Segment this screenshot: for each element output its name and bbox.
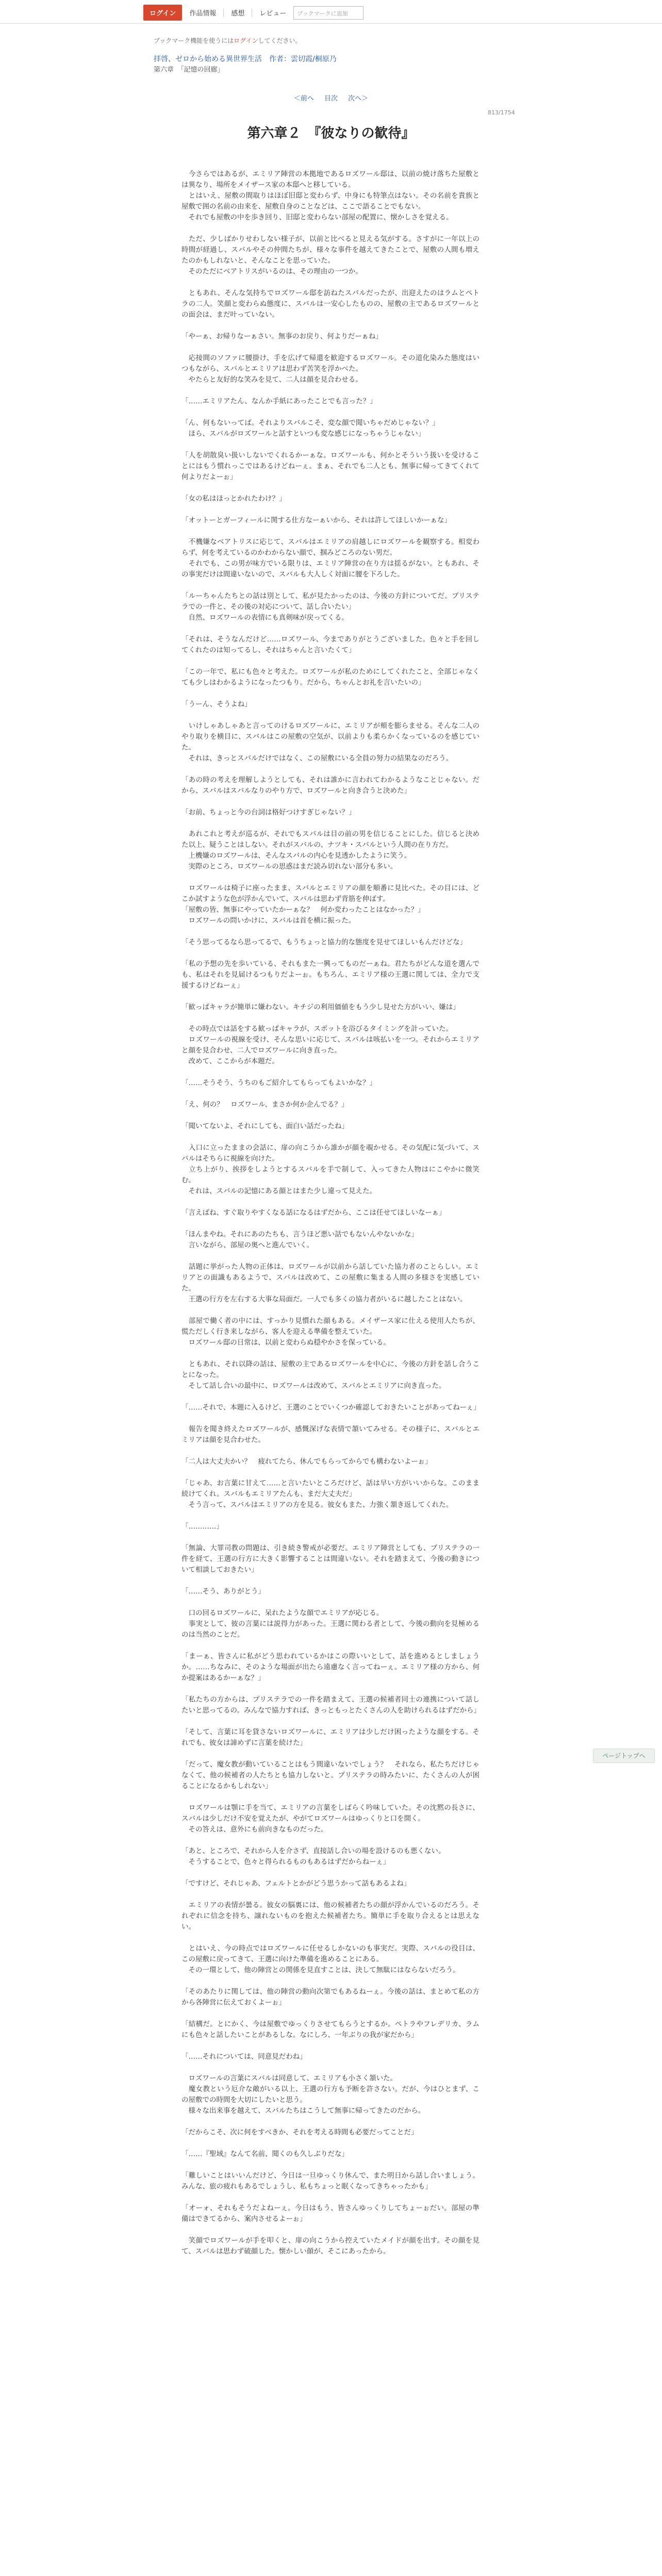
novel-paragraph: あれこれと考えが巡るが、それでもスバルは目の前の男を信じることにした。信じると決めた以上、疑うことはしない。それがスバルの、ナツキ・スバルという人間の在り方だ。 上機嫌のロズワールは、そんなスバルの内心を見透かしたように笑う。 実際のところ、ロズワールの思惑はまだ読み切れない部分も多い。 — [181, 830, 479, 871]
novel-paragraph: 「だからこそ、次に何をすべきか、それを考える時間も必要だってことだ」 — [181, 2128, 418, 2137]
toc-link[interactable]: 目次 — [324, 95, 338, 103]
next-link[interactable]: 次へ＞ — [348, 95, 369, 103]
novel-paragraph: 「私の予想の先を歩いている、それもまた一興ってものだーぁね。君たちがどんな道を選んでも、私はそれを見届けるつもりだよーぉ。もちろん、エミリア様の王選に関しては、全力で支援するけどねーぇ」 — [181, 960, 479, 990]
novel-paragraph: 「言えばね、すぐ取りやすくなる話になるはずだから、ここは任せてほしいなーぁ」 — [181, 1209, 446, 1217]
nav-divider — [223, 9, 224, 17]
novel-paragraph: 「……『聖域』なんて名前、聞くのも久しぶりだな」 — [181, 2150, 349, 2158]
novel-paragraph: 「……エミリアたん、なんか手紙にあったことでも言った？」 — [181, 397, 377, 405]
novel-paragraph: 不機嫌なベアトリスに応じて、スバルはエミリアの肩越しにロズワールを観察する。相変わらず、何を考えているのかわからない顔で、掴みどころのない男だ。 それでも、この男が味方でいる限りは、エミリア陣営の在り方は揺るがない。ともあれ、その事実だけは間違いないので、スバルも大人しく対面に腰を下ろした。 — [181, 538, 479, 579]
novel-paragraph: その時点では話をする歓っぱキャラが、スポットを浴びるタイミングを計っていた。 ロズワールの視線を受け、そんな思いに応じて、スバルは咳払いを一つ。それからエミリアと顔を見合わせ、二人でロズワールに向き直った。 改めて、ここからが本題だ。 — [181, 1025, 479, 1065]
novel-paragraph: いけしゃあしゃあと言ってのけるロズワールに、エミリアが頬を膨らませる。そんな二人のやり取りを横目に、スバルはこの屋敷の空気が、以前よりも柔らかくなっているのを感じていた。 それは、きっとスバルだけではなく、この屋敷にいる全員の努力の結果なのだろう。 — [181, 722, 479, 762]
login-notice — [154, 36, 302, 45]
novel-paragraph: 「え、何の？ ロズワール、まさか何か企んでる？」 — [181, 1100, 349, 1109]
nav-link-review[interactable]: レビュー — [259, 10, 287, 18]
novel-paragraph: 「無論、大罪司教の問題は、引き続き警戒が必要だ。エミリア陣営としても、プリステラの一件を経て、王選の行方に大きく影響することは間違いない。それを踏まえて、今後の動きについて相談しておきたい」 — [181, 1544, 479, 1574]
novel-paragraph: 「女の私はほっとかれたわけ？」 — [181, 495, 286, 503]
novel-paragraph: ロズワールは顎に手を当て、エミリアの言葉をしばらく吟味していた。その沈黙の長さに、スバルは少しだけ不安を覚えたが、やがてロズワールはゆっくりと口を開く。 その答えは、意外にも前向きなものだった。 — [181, 1804, 479, 1834]
bookmark-add-input[interactable]: ブックマークに追加 — [293, 6, 363, 20]
novel-paragraph: ロズワールは椅子に座ったまま、スバルとエミリアの顔を順番に見比べた。その目には、どこか試すような色が浮かんでいて、スバルは思わず背筋を伸ばす。 「屋敷の皆、無事にやっていたかーぁな？ 何か変わったことはなかった？」 ロズワールの問いかけに、スバルは首を横に振った。 — [181, 884, 479, 925]
novel-paragraph: 「あと、ところで、それから人を介さず、直接話し合いの場を設けるのも悪くない。 そうすることで、色々と得られるものもあるはずだからねーぇ」 — [181, 1847, 445, 1866]
novel-paragraph: 「結構だ。とにかく、今は屋敷でゆっくりさせてもらうとするか。ペトラやフレデリカ、ラムにも色々と話したいことがあるしな。なにしろ、一年ぶりの我が家だから」 — [181, 2020, 479, 2039]
pager — [0, 93, 662, 103]
novel-paragraph: 「そして、言葉に耳を貸さないロズワールに、エミリアは少しだけ困ったような顔をする。それでも、彼女は諦めずに言葉を続けた」 — [181, 1728, 479, 1747]
notice-suffix: してください。 — [258, 37, 302, 44]
novel-paragraph: 笑顔でロズワールが手を叩くと、扉の向こうから控えていたメイドが顔を出す。その顔を見て、スバルは思わず破顔した。懐かしい顔が、そこにあったから。 — [181, 2236, 479, 2256]
prev-link[interactable]: ＜前へ — [293, 95, 314, 103]
novel-paragraph: 入口に立ったままの会話に、扉の向こうから誰かが顔を覗かせる。その気配に気づいて、スバルはそちらに視線を向けた。 立ち上がり、挨拶をしようとするスバルを手で制して、入ってきた人物はにこやかに微笑む。 それは、スバルの記憶にある顔とはまた少し違って見えた。 — [181, 1144, 479, 1195]
novel-paragraph: 「二人は大丈夫かい？ 疲れてたら、休んでもらってからでも構わないよーぉ」 — [181, 1458, 432, 1466]
novel-paragraph: ただ、少しばかりせわしない様子が、以前と比べると見える気がする。さすがに一年以上の時間が経過し、スバルやその仲間たちが、様々な事件を越えてきたことで、屋敷の人間も増えたのかもしれないと、そんなことを思っていた。 そのただにベアトリスがいるのは、その理由の一つか。 — [181, 235, 479, 276]
novel-title-link[interactable]: 拝啓、ゼロから始める異世界生活 作者：雲切霞/桐原乃 — [154, 55, 337, 63]
novel-paragraph: エミリアの表情が曇る。彼女の脳裏には、他の候補者たちの顔が浮かんでいるのだろう。それぞれに信念を持ち、譲れないものを抱えた候補者たち。簡単に手を取り合えるとは思えない。 — [181, 1901, 479, 1931]
novel-paragraph: 話題に挙がった人物の正体は、ロズワールが以前から話していた協力者のことらしい。エミリアとの面識もあるようで、スバルは改めて、この屋敷に集まる人間の多様さを実感していた。 王選の行方を左右する大事な局面だ。一人でも多くの協力者がいるに越したことはない。 — [181, 1263, 479, 1303]
novel-paragraph: 「じゃあ、お言葉に甘えて……と言いたいところだけど、話は早い方がいいからな。このまま続けてくれ。スバルもエミリアたんも、まだ大丈夫だ」 そう言って、スバルはエミリアの方を見る。彼女もまた、力強く頷き返してくれた。 — [181, 1479, 479, 1509]
novel-paragraph: ともあれ、そんな気持ちでロズワール邸を訪ねたスバルだったが、出迎えたのはラムとペトラの二人。笑顔と変わらぬ態度に、スバルは一安心したものの、屋敷の主であるロズワールとの面会は、まだ叶っていない。 — [181, 289, 479, 319]
novel-paragraph: 今さらではあるが、エミリア陣営の本拠地であるロズワール邸は、以前の焼け落ちた屋敷とは異なり、場所をメイザース家の本邸へと移している。 とはいえ、屋敷の間取りはほぼ旧邸と変わらず、中身にも特筆点はない。その名前を貴族と屋敷で囲の名前の由来を、屋敷自身のことなどは、ここで語ることでもない。 それでも屋敷の中を歩き回り、旧邸と変わらない部屋の配置に、懐かしさを覚える。 — [181, 170, 479, 222]
novel-paragraph: 部屋で働く者の中には、すっかり見慣れた顔もある。メイザース家に仕える使用人たちが、慌ただしく行き来しながら、客人を迎える準備を整えていた。 ロズワール邸の日常は、以前と変わらぬ穏やかさを保っている。 — [181, 1317, 479, 1347]
novel-paragraph: 「……それについては、同意見だわね」 — [181, 2053, 307, 2061]
novel-paragraph: 「私たちの方からは、プリステラでの一件を踏まえて、王選の候補者同士の連携について話したいと思ってるの。みんなで協力すれば、きっともっとたくさんの人を助けられるはずだから」 — [181, 1696, 481, 1715]
novel-paragraph: 「ん、何もないってば。それよりスバルこそ、変な顔で聞いちゃだめじゃない？」 ほら、スバルがロズワールと話すといつも変な感じになっちゃうじゃない」 — [181, 419, 440, 438]
novel-paragraph: 「ほんまやね。それにあのたちも、言うほど悪い話でもないんやないかな」 言いながら、部屋の奥へと進んでいく。 — [181, 1230, 418, 1249]
novel-paragraph: ともあれ、それ以降の話は、屋敷の主であるロズワールを中心に、今後の方針を話し合うことになった。 そして話し合いの最中に、ロズワールは改めて、スバルとエミリアに向き直った。 — [181, 1360, 479, 1390]
novel-paragraph: 「そのあたりに関しては、他の陣営の動向次第でもあるねーぇ。今後の話は、まとめて私の方から各陣営に伝えておくよーぉ」 — [181, 1988, 479, 2007]
novel-paragraph: 「ルーちゃんたちとの話は別として、私が見たかったのは、今後の方針についてだ。プリステラでの一件と、その後の対応について、話し合いたい」 自然、ロズワールの表情にも真剣味が戻ってくる。 — [181, 592, 479, 622]
login-button[interactable]: ログイン — [143, 5, 182, 21]
novel-paragraph: 「難しいことはいいんだけど、今日は一旦ゆっくり休んで、また明日から話し合いましょう。みんな、旅の疲れもあるでしょうし、私もちょっと眠くなってきちゃったかも」 — [181, 2172, 479, 2191]
novel-paragraph: 「やーぁ、お帰りなーぁさい。無事のお戻り、何よりだーぁね」 — [181, 332, 383, 341]
novel-paragraph: とはいえ、今の時点ではロズワールに任せるしかないのも事実だ。実際、スバルの役目は、この屋敷に戻ってきて、王選に向けた準備を進めることにある。 その一環として、他の陣営との関係を見直すことは、決して無駄にはならないだろう。 — [181, 1944, 479, 1974]
page-top-button[interactable]: ページトップへ — [593, 1749, 655, 1763]
novel-paragraph: 「それは、そうなんだけど……ロズワール、今までありがとうございました。色々と手を回してくれたのは知ってるし、それはちゃんと言いたくて」 — [181, 635, 479, 654]
notice-prefix: ブックマーク機能を使うには — [154, 37, 234, 44]
nav-link-info[interactable]: 作品情報 — [189, 10, 217, 18]
chapter-title: 第六章２ 『彼なりの歓待』 — [247, 126, 415, 141]
novel-paragraph: 「あの時の考えを理解しようとしても、それは誰かに言われてわかるようなことじゃない。だから、スバルはスバルなりのやり方で、ロズワールと向き合うと決めた」 — [181, 776, 479, 795]
novel-paragraph: 「お前、ちょっと今の台詞は格好つけすぎじゃない？」 — [181, 808, 356, 817]
novel-paragraph: 「聞いてないよ、それにしても、面白い話だったね」 — [181, 1122, 349, 1130]
novel-paragraph: ロズワールの言葉にスバルは同意して、エミリアも小さく頷いた。 魔女教という厄介な敵がいる以上、王選の行方も予断を許さない。だが、今はひとまず、この屋敷での時間を大切にしたいと思う。 様々な出来事を越えて、スバルたちはこうして無事に帰ってきたのだから。 — [181, 2074, 479, 2115]
novel-body — [181, 169, 479, 2268]
chapter-subtitle: 第六章 「記憶の回廊」 — [154, 66, 224, 74]
novel-paragraph: 「うーん、そうよね」 — [181, 700, 252, 708]
novel-paragraph: 「……それで、本題に入るけど、王選のことでいくつか確認しておきたいことがあってねーぇ」 — [181, 1403, 481, 1412]
page-number: 813/1754 — [488, 109, 515, 116]
novel-paragraph: 「まーぁ、皆さんに私がどう思われているかはこの際いいとして、話を進めるとしましょうか。……ちなみに、そのような場面が出たら遠慮なく言ってねーぇ。エミリア様の方から、何か提案はあるかーぁな？」 — [181, 1652, 479, 1682]
top-bar — [0, 0, 662, 24]
novel-paragraph: 「人を胡散臭い扱いしないでくれるかーぁな。ロズワールも、何かとそういう扱いを受けることにはもう慣れっこではあるけどねーぇ。まぁ、それでも二人とも、無事に帰ってきてくれて何よりだよーぉ」 — [181, 451, 479, 481]
novel-paragraph: 報告を聞き終えたロズワールが、感慨深げな表情で頷いてみせる。その様子に、スバルとエミリアは顔を見合わせた。 — [181, 1425, 479, 1444]
novel-paragraph: 「…………」 — [181, 1522, 223, 1531]
novel-paragraph: 口の回るロズワールに、呆れたような顔でエミリアが応じる。 事実として、彼の言葉には説得力があった。王選に関わる者として、今後の動向を見極めるのは当然のことだ。 — [181, 1609, 479, 1639]
notice-login-link[interactable]: ログイン — [234, 37, 258, 44]
top-bar-inner — [143, 5, 363, 21]
novel-paragraph: 「オットーとガーフィールに関する仕方なーぁいから、それは許してほしいかーぁな」 — [181, 516, 451, 524]
novel-paragraph: 「そう思ってるなら思ってるで、もうちょっと協力的な態度を見せてほしいもんだけどな」 — [181, 938, 467, 946]
novel-paragraph: 「オーォ、それもそうだよねーぇ。今日はもう、皆さんゆっくりしてちょーぉだい。部屋の準備はできてるから、案内させるよーぉ」 — [181, 2204, 479, 2223]
novel-paragraph: 「……そう、ありがとう」 — [181, 1587, 265, 1596]
novel-paragraph: 「だって、魔女教が動いていることはもう間違いないでしょう？ それなら、私たちだけじゃなくて、他の候補者の人たちとも協力しないと。プリステラの時みたいに、たくさんの人が困ることになるかもしれない」 — [181, 1760, 479, 1790]
novel-paragraph: 「歓っぱキャラが簡単に嫌わない。キチジの利用価値をもう少し見せた方がいい、嫌は」 — [181, 1003, 460, 1011]
nav-link-impressions[interactable]: 感想 — [231, 10, 245, 18]
novel-paragraph: 「ですけど、それじゃあ、フェルトとかがどう思うかって話もあるよね」 — [181, 1879, 411, 1888]
novel-paragraph: 「……そうそう、うちのもご紹介してもらってもよいかな？」 — [181, 1079, 376, 1087]
novel-paragraph: 応接間のソファに腰掛け、手を広げて帰還を歓迎するロズワール。その道化染みた態度はいつもながら、スバルとエミリアは思わず苦笑を浮かべた。 やたらと友好的な笑みを見て、二人は顔を見合わせる。 — [181, 354, 479, 384]
novel-paragraph: 「この一年で、私にも色々と考えた。ロズワールが私のためにしてくれたこと、全部じゃなくても少しはわかるようになったつもり。だから、ちゃんとお礼を言いたいの」 — [181, 668, 479, 687]
